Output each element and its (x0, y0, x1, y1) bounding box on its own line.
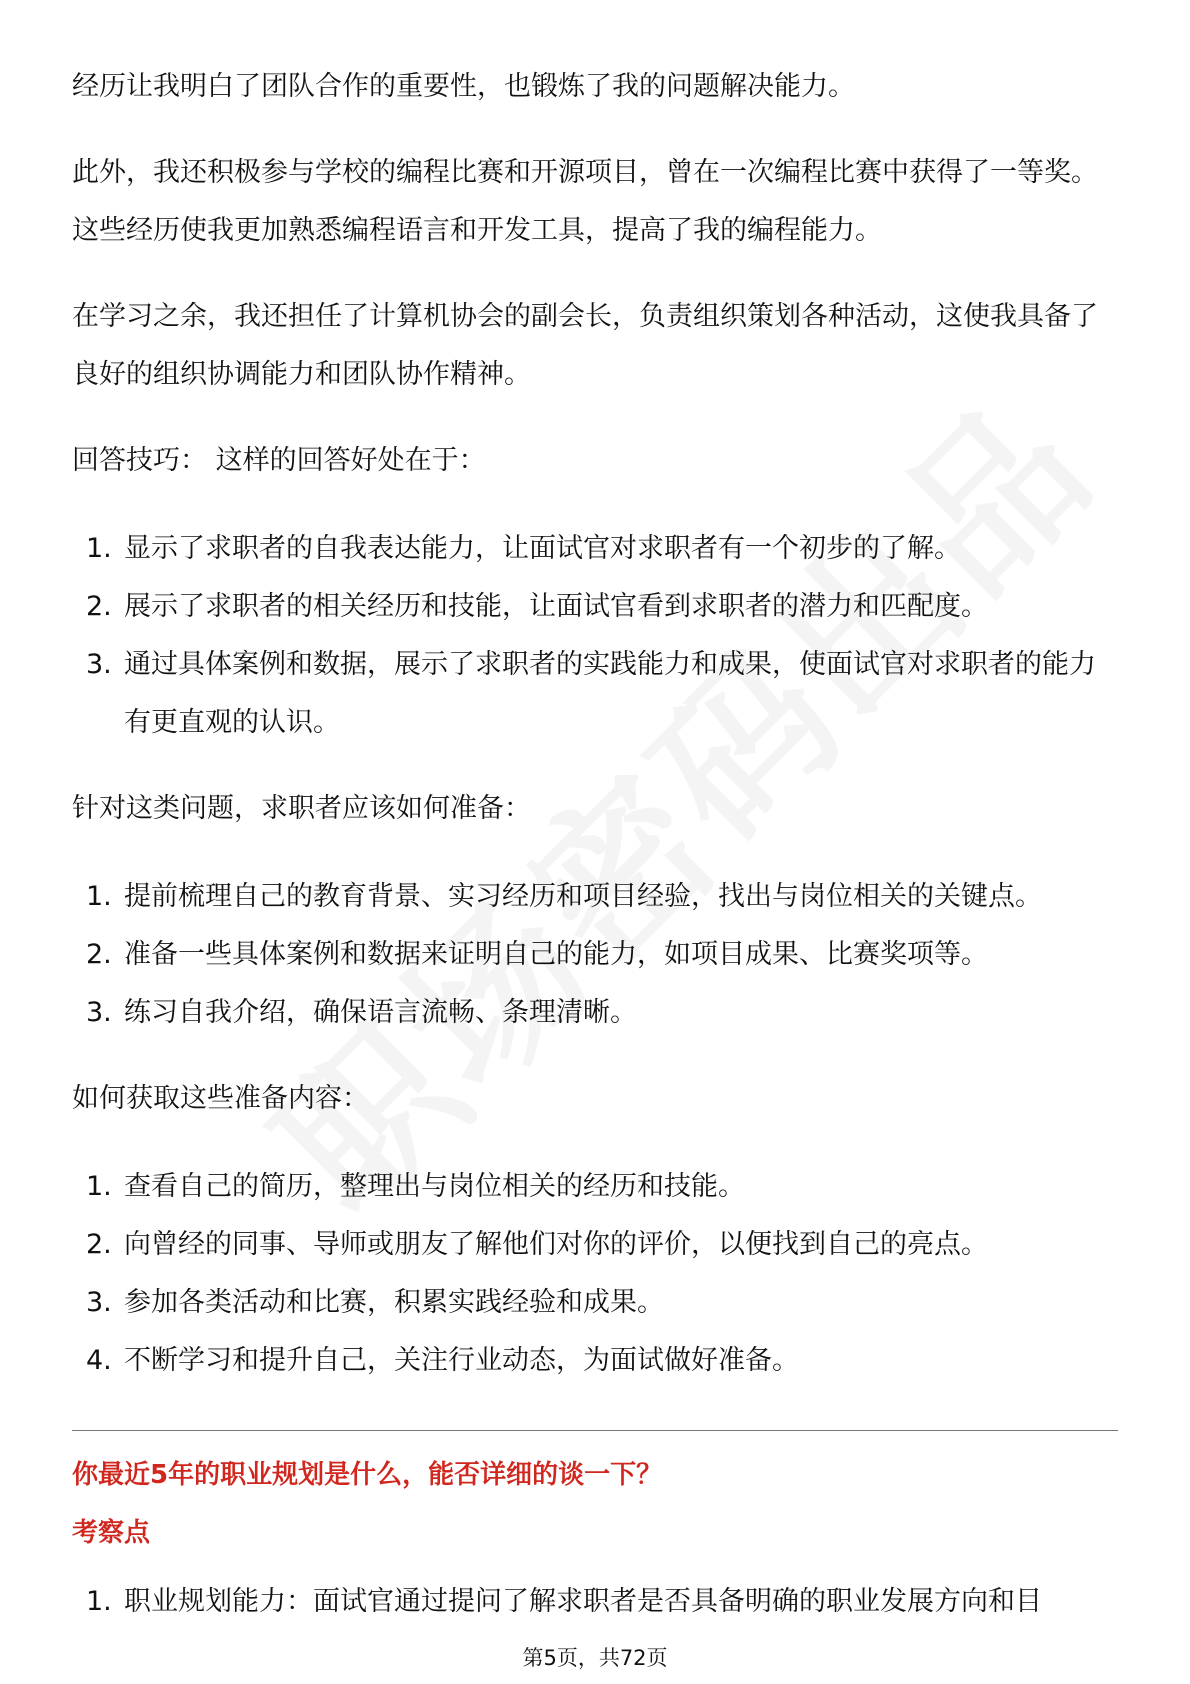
paragraph-competition: 此外，我还积极参与学校的编程比赛和开源项目，曾在一次编程比赛中获得了一等奖。这些经历使我更加熟悉编程语言和开发工具，提高了我的编程能力。 (72, 157, 1098, 246)
list-text: 不断学习和提升自己，关注行业动态，为面试做好准备。 (124, 1345, 799, 1376)
list-item (72, 636, 1118, 752)
tips-list (72, 520, 1118, 752)
list-number: 1. (86, 1171, 112, 1202)
prep-title: 针对这类问题，求职者应该如何准备： (72, 793, 531, 824)
list-text: 查看自己的简历，整理出与岗位相关的经历和技能。 (124, 1171, 745, 1202)
list-number: 1. (86, 1586, 112, 1617)
list-text: 练习自我介绍，确保语言流畅、条理清晰。 (124, 997, 637, 1028)
list-number: 3. (86, 997, 112, 1028)
question-title: 你最近5年的职业规划是什么，能否详细的谈一下？ (72, 1460, 663, 1490)
paragraph-association: 在学习之余，我还担任了计算机协会的副会长，负责组织策划各种活动，这使我具备了良好的组织协调能力和团队协作精神。 (72, 301, 1098, 390)
list-number: 1. (86, 881, 112, 912)
list-item (72, 1216, 1118, 1274)
list-item (72, 1158, 1118, 1216)
list-item (72, 1332, 1118, 1390)
page-number-footer: 第5页，共72页 (522, 1646, 668, 1670)
list-item (72, 984, 1118, 1042)
list-number: 4. (86, 1345, 112, 1376)
list-text: 通过具体案例和数据，展示了求职者的实践能力和成果，使面试官对求职者的能力有更直观的认识。 (124, 649, 1096, 738)
list-number: 3. (86, 1287, 112, 1318)
page-content (72, 58, 1118, 1631)
list-text: 参加各类活动和比赛，积累实践经验和成果。 (124, 1287, 664, 1318)
list-item (72, 520, 1118, 578)
list-text: 准备一些具体案例和数据来证明自己的能力，如项目成果、比赛奖项等。 (124, 939, 988, 970)
list-text: 展示了求职者的相关经历和技能，让面试官看到求职者的潜力和匹配度。 (124, 591, 988, 622)
section-divider (72, 1430, 1118, 1431)
tips-title: 回答技巧： 这样的回答好处在于： (72, 445, 486, 476)
paragraph-experience-end: 经历让我明白了团队合作的重要性，也锻炼了我的问题解决能力。 (72, 71, 855, 102)
list-text: 向曾经的同事、导师或朋友了解他们对你的评价，以便找到自己的亮点。 (124, 1229, 988, 1260)
list-item (72, 1573, 1118, 1631)
list-item (72, 926, 1118, 984)
list-item (72, 1274, 1118, 1332)
list-number: 3. (86, 649, 112, 680)
list-item (72, 578, 1118, 636)
get-title: 如何获取这些准备内容： (72, 1083, 369, 1114)
prep-list (72, 868, 1118, 1042)
list-text: 职业规划能力：面试官通过提问了解求职者是否具备明确的职业发展方向和目 (124, 1586, 1042, 1617)
question-points-list (72, 1573, 1118, 1631)
list-number: 2. (86, 939, 112, 970)
list-number: 2. (86, 591, 112, 622)
list-item (72, 868, 1118, 926)
list-number: 2. (86, 1229, 112, 1260)
list-text: 提前梳理自己的教育背景、实习经历和项目经验，找出与岗位相关的关键点。 (124, 881, 1042, 912)
list-text: 显示了求职者的自我表达能力，让面试官对求职者有一个初步的了解。 (124, 533, 961, 564)
question-subtitle: 考察点 (72, 1518, 151, 1548)
get-list (72, 1158, 1118, 1390)
list-number: 1. (86, 533, 112, 564)
